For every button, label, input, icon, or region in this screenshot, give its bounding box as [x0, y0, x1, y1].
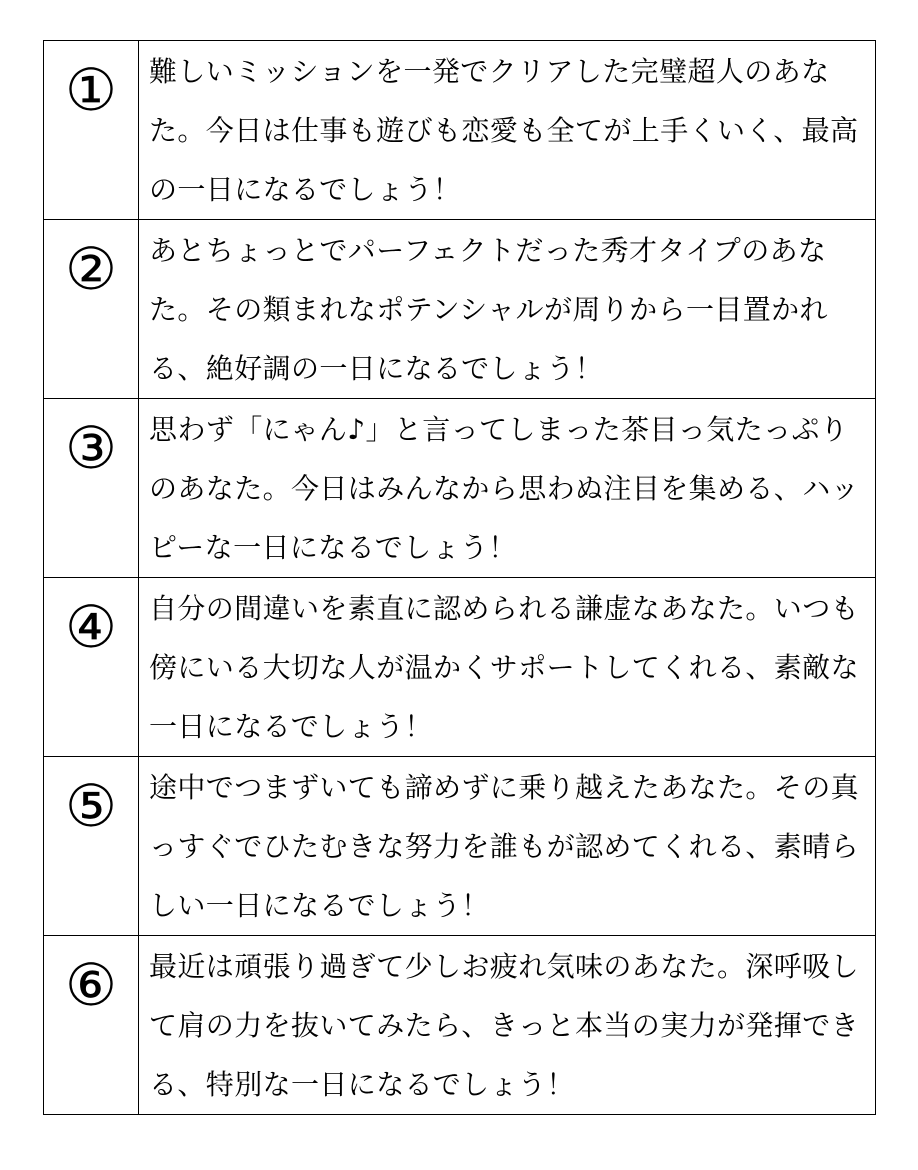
result-number-cell [44, 220, 139, 399]
fortune-table [43, 40, 876, 1115]
result-number-cell [44, 757, 139, 936]
result-number-cell [44, 41, 139, 220]
fortune-row-5 [44, 757, 876, 936]
result-number: ③ [65, 414, 117, 482]
result-number-cell [44, 399, 139, 578]
fortune-row-2 [44, 220, 876, 399]
result-number: ⑤ [65, 772, 117, 840]
result-text-cell [139, 220, 876, 399]
result-text-cell [139, 578, 876, 757]
fortune-table-body [44, 41, 876, 1115]
result-text: 途中でつまずいても諦めずに乗り越えたあなた。その真っすぐでひたむきな努力を誰もが認めてくれる、素晴らしい一日になるでしょう！ [149, 771, 860, 922]
result-text: あとちょっとでパーフェクトだった秀才タイプのあなた。その類まれなポテンシャルが周りから一目置かれる、絶好調の一日になるでしょう！ [149, 234, 828, 385]
result-number: ① [65, 56, 117, 124]
result-text-cell [139, 936, 876, 1115]
result-number: ④ [65, 593, 117, 661]
result-text-cell [139, 399, 876, 578]
result-number-cell [44, 936, 139, 1115]
fortune-row-3 [44, 399, 876, 578]
result-number-cell [44, 578, 139, 757]
result-text: 最近は頑張り過ぎて少しお疲れ気味のあなた。深呼吸して肩の力を抜いてみたら、きっと本当の実力が発揮できる、特別な一日になるでしょう！ [149, 950, 860, 1101]
result-text-cell [139, 757, 876, 936]
result-text: 難しいミッションを一発でクリアした完璧超人のあなた。今日は仕事も遊びも恋愛も全てが上手くいく、最高の一日になるでしょう！ [149, 55, 859, 206]
fortune-row-1 [44, 41, 876, 220]
fortune-row-4 [44, 578, 876, 757]
result-number: ⑥ [65, 951, 117, 1019]
result-text: 自分の間違いを素直に認められる謙虚なあなた。いつも傍にいる大切な人が温かくサポートしてくれる、素敵な一日になるでしょう！ [149, 592, 860, 743]
result-text: 思わず「にゃん♪」と言ってしまった茶目っ気たっぷりのあなた。今日はみんなから思わぬ注目を集める、ハッピーな一日になるでしょう！ [149, 413, 860, 564]
result-number: ② [65, 235, 117, 303]
fortune-row-6 [44, 936, 876, 1115]
result-text-cell [139, 41, 876, 220]
